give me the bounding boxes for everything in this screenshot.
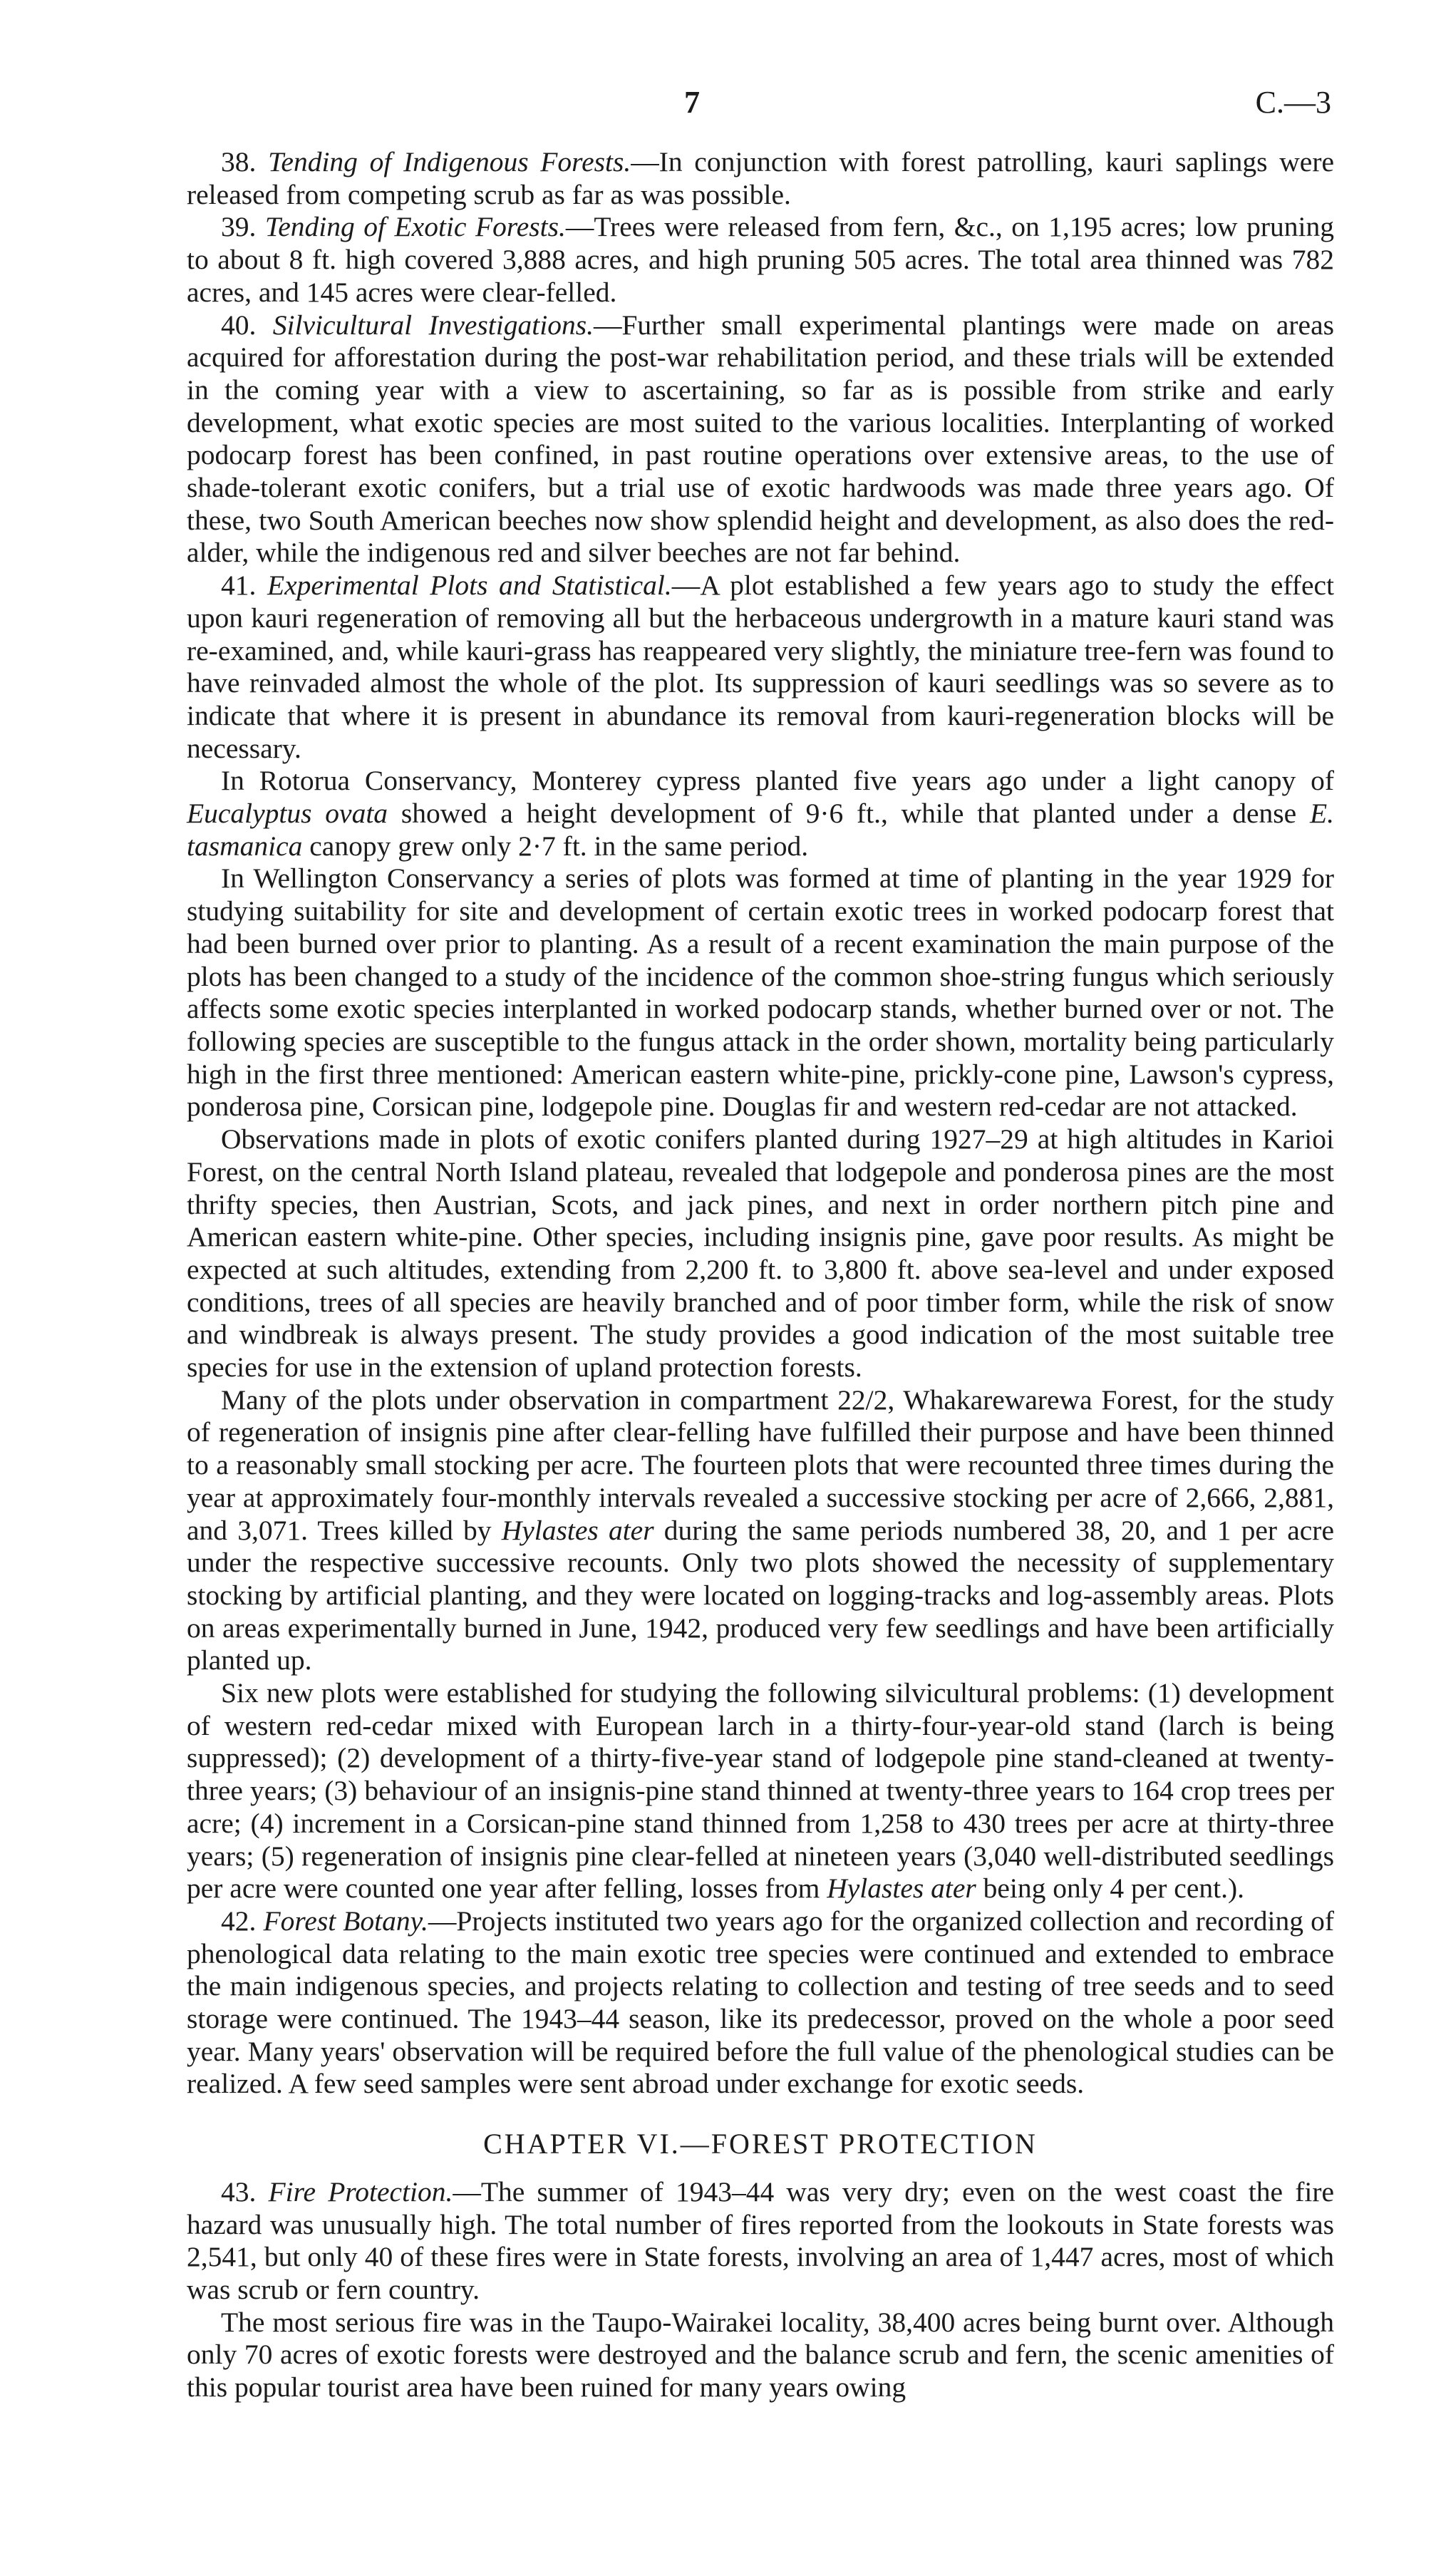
species-name: Eucalyptus ovata bbox=[187, 798, 388, 830]
paragraph-six-plots: Six new plots were established for studying the following silvicultural problems: (1) development of western red-cedar mixed with European larch in a thirty-four-year-old stand (larch is being suppressed); (2) development of a thirty-five-year stand of lodgepole pine stand-cleaned at twenty-three years; (3) behaviour of an insignis-pine stand thinned at twenty-three years to 164 crop trees per acre; (4) increment in a Corsican-pine stand thinned from 1,258 to 430 trees per acre at thirty-three years; (5) regeneration of insignis pine clear-felled at nineteen years (3,040 well-distributed seedlings per acre were counted one year after felling, losses from Hylastes ater being only 4 per cent.). bbox=[187, 1677, 1334, 1905]
section-text: —Further small experimental plantings were made on areas acquired for afforestation during the post-war rehabilitation period, and these trials will be extended in the coming year with a view to ascertaining, so far as is possible from strike and early development, what exotic species are most suited to the various localities. Interplanting of worked podocarp forest has been confined, in past routine operations over extensive areas, to the use of shade-tolerant exotic conifers, but a trial use of exotic hardwoods was made three years ago. Of these, two South American beeches now show splendid height and development, as also does the red-alder, while the indigenous red and silver beeches are not far behind. bbox=[187, 309, 1334, 569]
section-heading: Fire Protection. bbox=[268, 2175, 453, 2207]
paragraph-rotorua: In Rotorua Conservancy, Monterey cypress planted five years ago under a light canopy of Eucalyptus ovata showed a height development of 9·6 ft., while that planted under a dense E. tasmanica canopy grew only 2·7 ft. in the same period. bbox=[187, 765, 1334, 862]
section-heading: Silvicultural Investigations. bbox=[272, 309, 594, 341]
section-number: 41. bbox=[221, 570, 257, 602]
page-number: 7 bbox=[684, 85, 700, 120]
document-code: C.—3 bbox=[1255, 85, 1331, 120]
paragraph-observations: Observations made in plots of exotic conifers planted during 1927–29 at high altitudes in Karioi Forest, on the central North Island plateau, revealed that lodgepole and ponderosa pines are the most thrifty species, then Austrian, Scots, and jack pines, and next in order northern pitch pine and American eastern white-pine. Other species, including insignis pine, gave poor results. As might be expected at such altitudes, extending from 2,200 ft. to 3,800 ft. above sea-level and under exposed conditions, trees of all species are heavily branched and of poor timber form, while the risk of snow and windbreak is always present. The study provides a good indication of the most suitable tree species for use in the extension of upland protection forests. bbox=[187, 1123, 1334, 1384]
section-text: —Trees were released from fern, &c., on 1,195 acres; low pruning to about 8 ft. high covered 3,888 acres, and high pruning 505 acres. The total area thinned was 782 acres, and 145 acres were clear-felled. bbox=[187, 211, 1334, 308]
section-text: —In conjunction with forest patrolling, kauri saplings were released from competing scrub as far as was possible. bbox=[187, 146, 1335, 210]
chapter-title: CHAPTER VI.—FOREST PROTECTION bbox=[483, 2128, 1038, 2160]
section-heading: Tending of Exotic Forests. bbox=[264, 211, 566, 243]
paragraph-wellington: In Wellington Conservancy a series of plots was formed at time of planting in the year 1929 for studying suitability for site and development of certain exotic trees in worked podocarp forest that had been burned over prior to planting. As a result of a recent examination the main purpose of the plots has been changed to a study of the incidence of the common shoe-string fungus which seriously affects some exotic species interplanted in worked podocarp stands, whether burned over or not. The following species are susceptible to the fungus attack in the order shown, mortality being particularly high in the first three mentioned: American eastern white-pine, prickly-cone pine, Lawson's cypress, ponderosa pine, Corsican pine, lodgepole pine. Douglas fir and western red-cedar are not attacked. bbox=[187, 862, 1334, 1123]
paragraph-38 bbox=[187, 146, 1334, 211]
body-text bbox=[187, 146, 1334, 2404]
section-number: 42. bbox=[221, 1905, 257, 1937]
section-number: 40. bbox=[221, 309, 257, 341]
section-text: —The summer of 1943–44 was very dry; even on the west coast the fire hazard was unusually high. The total number of fires reported from the lookouts in State forests was 2,541, but only 40 of these fires were in State forests, involving an area of 1,447 acres, most of which was scrub or fern country. bbox=[187, 2175, 1335, 2305]
section-number: 43. bbox=[221, 2175, 257, 2207]
section-text: —Projects instituted two years ago for the organized collection and recording of phenological data relating to the main exotic tree species were continued and extended to embrace the main indigenous species, and projects relating to collection and testing of tree seeds and to seed storage were continued. The 1943–44 season, like its predecessor, proved on the whole a poor seed year. Many years' observation will be required before the full value of the phenological studies can be realized. A few seed samples were sent abroad under exchange for exotic seeds. bbox=[187, 1905, 1334, 2100]
paragraph-42 bbox=[187, 1905, 1334, 2101]
paragraph-41 bbox=[187, 570, 1334, 765]
species-name: Hylastes ater bbox=[827, 1872, 976, 1905]
section-number: 39. bbox=[221, 211, 257, 243]
section-heading: Experimental Plots and Statistical. bbox=[267, 570, 672, 602]
section-heading: Forest Botany. bbox=[263, 1905, 428, 1937]
section-heading: Tending of Indigenous Forests. bbox=[268, 146, 631, 177]
paragraph-40 bbox=[187, 309, 1334, 570]
section-number: 38. bbox=[221, 146, 257, 177]
species-name: E. tasmanica bbox=[187, 798, 1334, 862]
section-text: —A plot established a few years ago to study the effect upon kauri regeneration of removing all but the herbaceous undergrowth in a mature kauri stand was re-examined, and, while kauri-grass has reappeared very slightly, the miniature tree-fern was found to have reinvaded almost the whole of the plot. Its suppression of kauri seedlings was so severe as to indicate that where it is present in abundance its removal from kauri-regeneration blocks will be necessary. bbox=[187, 570, 1334, 764]
paragraph-whakarewarewa: Many of the plots under observation in compartment 22/2, Whakarewarewa Forest, for the study of regeneration of insignis pine after clear-felling have fulfilled their purpose and have been thinned to a reasonably small stocking per acre. The fourteen plots that were recounted three times during the year at approximately four-monthly intervals revealed a successive stocking per acre of 2,666, 2,881, and 3,071. Trees killed by Hylastes ater during the same periods numbered 38, 20, and 1 per acre under the respective successive recounts. Only two plots showed the necessity of supplementary stocking by artificial planting, and they were located on logging-tracks and log-assembly areas. Plots on areas experimentally burned in June, 1942, produced very few seedlings and have been artificially planted up. bbox=[187, 1384, 1334, 1676]
paragraph-taupo-fire: The most serious fire was in the Taupo-Wairakei locality, 38,400 acres being burnt over. Although only 70 acres of exotic forests were destroyed and the balance scrub and fern, the scenic amenities of this popular tourist area have been ruined for many years owing bbox=[187, 2306, 1334, 2404]
paragraph-43 bbox=[187, 2176, 1334, 2307]
species-name: Hylastes ater bbox=[501, 1514, 654, 1546]
paragraph-39 bbox=[187, 211, 1334, 309]
